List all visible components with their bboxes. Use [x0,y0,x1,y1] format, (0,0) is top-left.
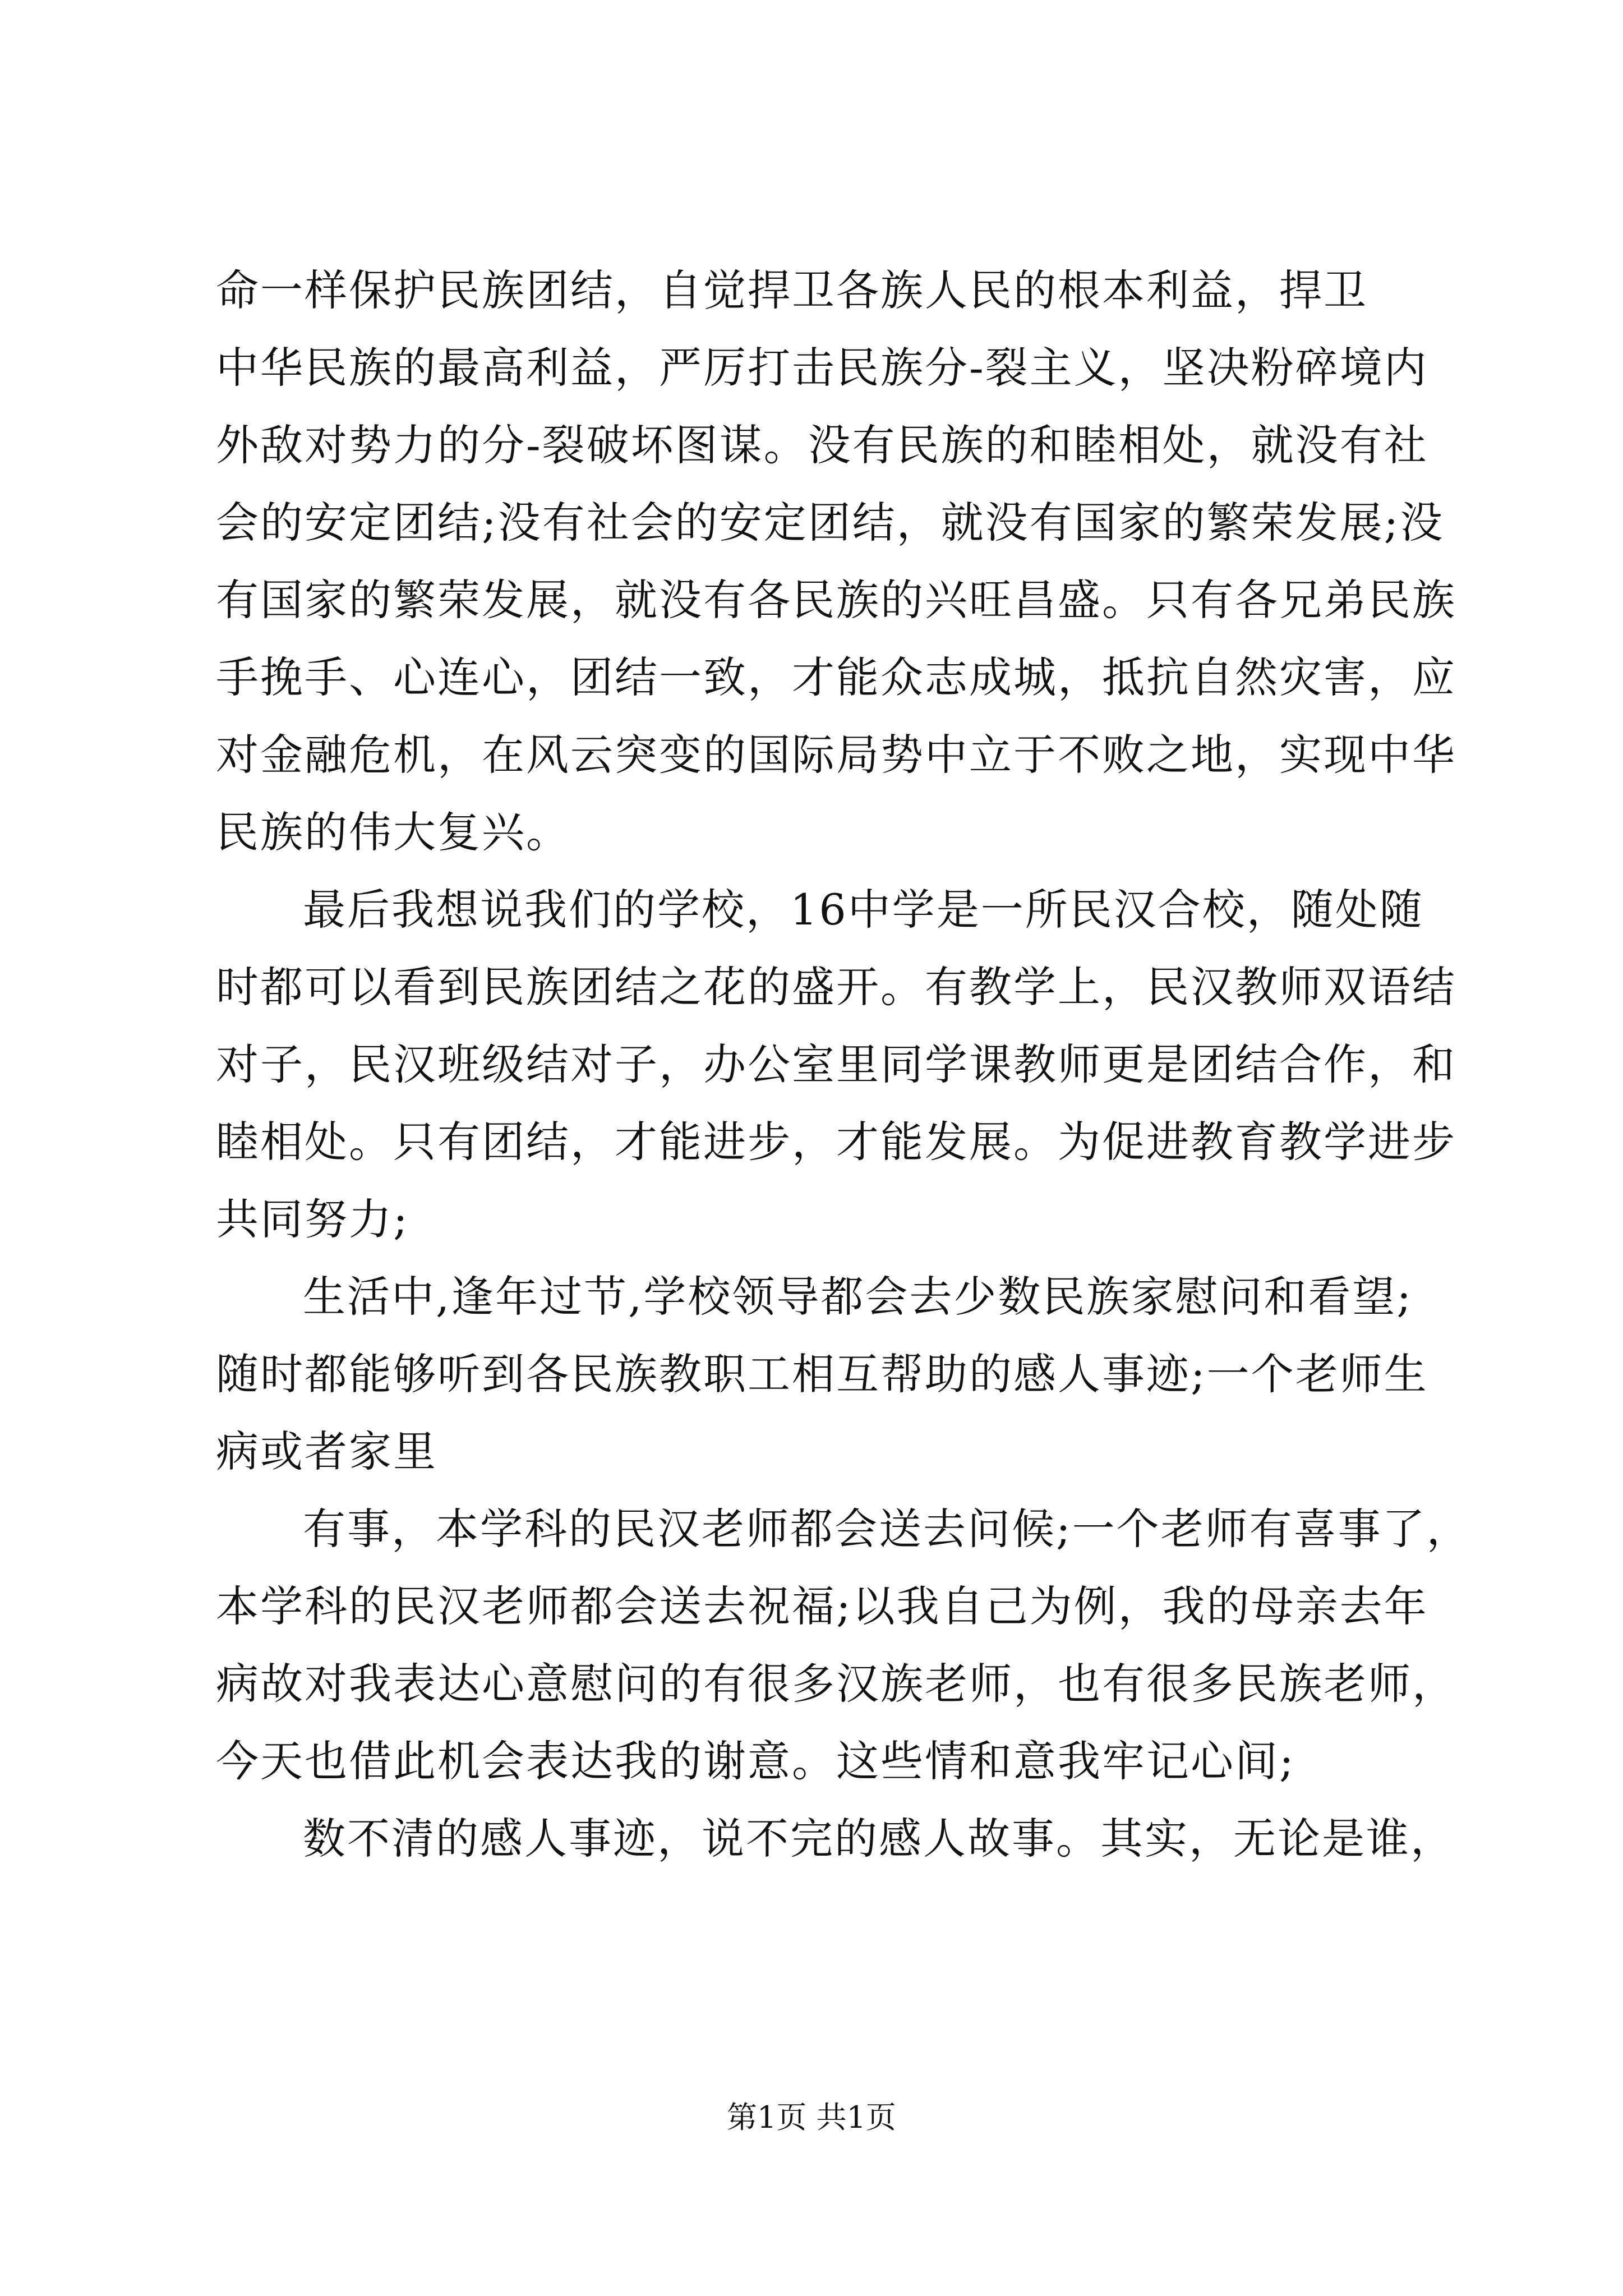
text-line: 最后我想说我们的学校，16中学是一所民汉合校，随处随 [303,885,1424,935]
text-line: 随时都能够听到各民族教职工相互帮助的感人事迹;一个老师生 [216,1349,1428,1399]
text-line: 数不清的感人事迹，说不完的感人故事。其实，无论是谁， [303,1814,1455,1864]
text-line: 时都可以看到民族团结之花的盛开。有教学上，民汉教师双语结 [216,962,1456,1012]
text-line: 民族的伟大复兴。 [216,807,570,857]
text-line: 今天也借此机会表达我的谢意。这些情和意我牢记心间; [216,1736,1295,1786]
text-line: 对金融危机，在风云突变的国际局势中立于不败之地，实现中华 [216,730,1456,780]
text-line: 本学科的民汉老师都会送去祝福;以我自己为例，我的母亲去年 [216,1581,1428,1631]
text-line: 有事，本学科的民汉老师都会送去问候;一个老师有喜事了， [303,1504,1471,1554]
text-line: 手挽手、心连心，团结一致，才能众志成城，抵抗自然灾害，应 [216,652,1456,702]
text-line: 中华民族的最高利益，严厉打击民族分-裂主义，坚决粉碎境内 [216,343,1428,393]
text-line: 外敌对势力的分-裂破坏图谋。没有民族的和睦相处，就没有社 [216,420,1428,470]
text-line: 病或者家里 [216,1427,437,1476]
text-line: 睦相处。只有团结，才能进步，才能发展。为促进教育教学进步 [216,1117,1456,1167]
text-line: 共同努力; [216,1194,409,1244]
text-line: 病故对我表达心意慰问的有很多汉族老师，也有很多民族老师， [216,1659,1456,1709]
text-line: 对子，民汉班级结对子，办公室里同学课教师更是团结合作，和 [216,1039,1456,1089]
text-line: 有国家的繁荣发展，就没有各民族的兴旺昌盛。只有各兄弟民族 [216,575,1456,625]
text-line: 会的安定团结;没有社会的安定团结，就没有国家的繁荣发展;没 [216,498,1445,547]
text-line: 生活中,逢年过节,学校领导都会去少数民族家慰问和看望; [303,1272,1413,1322]
page-number-footer: 第1页 共1页 [727,2100,896,2135]
text-line: 命一样保护民族团结，自觉捍卫各族人民的根本利益，捍卫 [216,265,1368,315]
